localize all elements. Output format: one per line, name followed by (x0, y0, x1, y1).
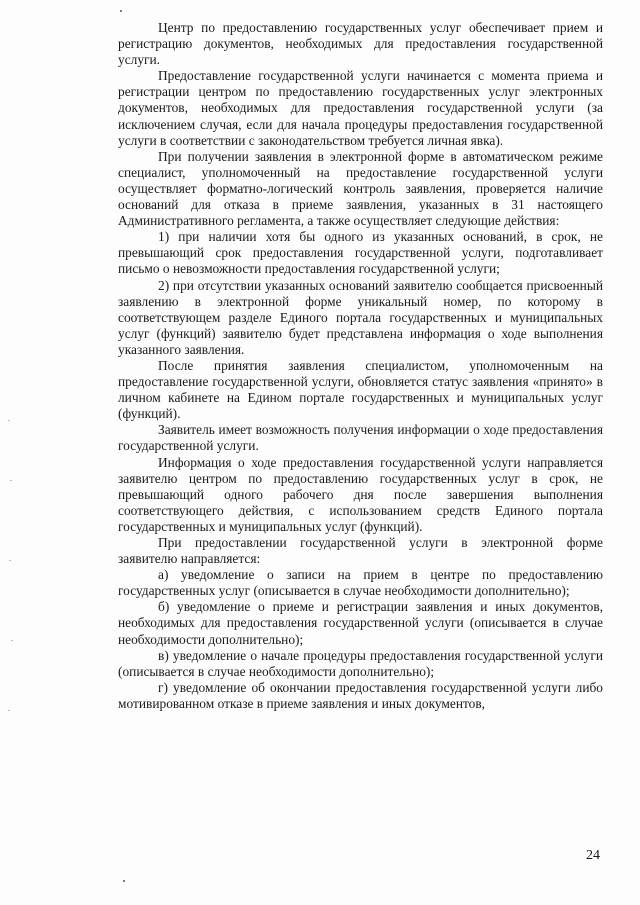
paragraph: Заявитель имеет возможность получения информации о ходе предоставления государственной услуги. (118, 422, 603, 454)
scan-margin-marks (6, 420, 16, 720)
page-number: 24 (586, 848, 600, 863)
list-item: 2) при отсутствии указанных оснований заявителю сообщается присвоенный заявлению в электронной форме уникальный номер, по которому в соответствующем разделе Единого портала государственных и муниципальных услуг (функций) заявителю будет представлена информация о ходе выполнения указанного заявления. (118, 277, 603, 357)
paragraph: При получении заявления в электронной форме в автоматическом режиме специалист, уполномоченный на предоставление государственной услуги осуществляет форматно-логический контроль заявления, проверяется наличие оснований для отказа в приеме заявления, указанных в 31 настоящего Административного регламента, а также осуществляет следующие действия: (118, 148, 603, 229)
paragraph: Центр по предоставлению государственных услуг обеспечивает прием и регистрацию документов, необходимых для предоставления государственной услуги. (118, 20, 603, 68)
list-item: в) уведомление о начале процедуры предоставления государственной услуги (описывается в случае необходимости дополнительно); (118, 647, 603, 679)
paragraph: При предоставлении государственной услуги в электронной форме заявителю направляется: (118, 535, 603, 567)
scan-speck (123, 880, 125, 882)
scan-speck (120, 10, 122, 12)
document-body (118, 20, 603, 712)
paragraph: После принятия заявления специалистом, уполномоченным на предоставление государственной услуги, обновляется статус заявления «принято» в личном кабинете на Едином портале государственных и муниципальных услуг (функций). (118, 357, 603, 422)
paragraph: Информация о ходе предоставления государственной услуги направляется заявителю центром по предоставлению государственных услуг в срок, не превышающий одного рабочего дня после завершения выполнения соответствующего действия, с использованием средств Единого портала государственных и муниципальных услуг (функций). (118, 454, 603, 534)
paragraph: Предоставление государственной услуги начинается с момента приема и регистрации центром по предоставлению государственных услуг электронных документов, необходимых для предоставления государственной услуги (за исключением случая, если для начала процедуры предоставления государственной услуги в соответствии с законодательством требуется личная явка). (118, 68, 603, 148)
list-item: 1) при наличии хотя бы одного из указанных оснований, в срок, не превышающий срок предоставления государственной услуги, подготавливает письмо о невозможности предоставления государственной услуги; (118, 229, 603, 277)
list-item: а) уведомление о записи на прием в центре по предоставлению государственных услуг (описывается в случае необходимости дополнительно); (118, 567, 603, 599)
list-item: б) уведомление о приеме и регистрации заявления и иных документов, необходимых для предоставления государственной услуги (описывается в случае необходимости дополнительно); (118, 599, 603, 647)
list-item: г) уведомление об окончании предоставления государственной услуги либо мотивированном отказе в приеме заявления и иных документов, (118, 679, 603, 711)
